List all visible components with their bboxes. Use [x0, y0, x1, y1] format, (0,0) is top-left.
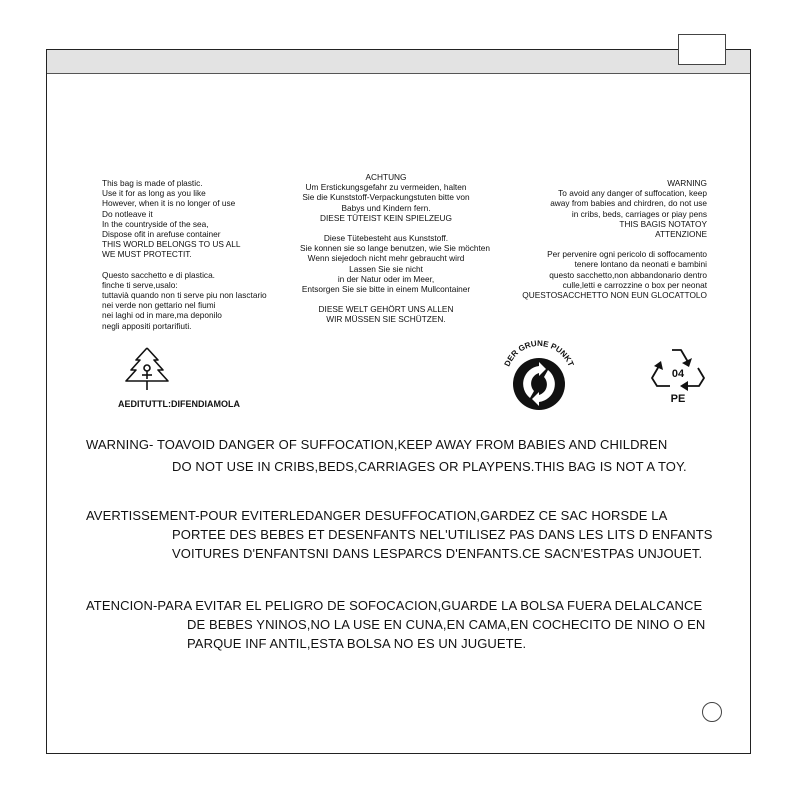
- left-block-line: In the countryside of the sea,: [102, 218, 209, 229]
- tree-person-icon: [122, 346, 172, 394]
- left-block-line: nei verde non gettario nel fiumi: [102, 300, 216, 311]
- recycle-code: 04: [671, 368, 685, 380]
- left-block-line: finche ti serve,usalo:: [102, 279, 178, 290]
- right-block-line: away from babies and chirdren, do not use: [550, 198, 707, 209]
- right-block-line: ATTENZIONE: [655, 229, 707, 240]
- middle-block-line: [300, 294, 472, 304]
- middle-block-line: Sie die Kunststoff-Verpackungstuten bitte von: [302, 192, 470, 203]
- right-block-line: QUESTOSACCHETTO NON EUN GLOCATTOLO: [522, 290, 707, 301]
- middle-block-line: DIESE WELT GEHÖRT UNS ALLEN: [318, 304, 454, 315]
- right-block-line: THIS BAGIS NOTATOY: [619, 218, 707, 229]
- middle-block-line: Babys und Kindern fern.: [341, 202, 431, 213]
- right-block-line: WARNING: [667, 178, 707, 188]
- warning-english-line-1: WARNING- TOAVOID DANGER OF SUFFOCATION,KEEP AWAY FROM BABIES AND CHILDREN: [86, 437, 668, 452]
- left-block-line: tuttavià quando non ti serve piu non lasctario: [102, 290, 267, 301]
- left-block-line: THIS WORLD BELONGS TO US ALL: [102, 239, 241, 250]
- tree-caption: AEDITUTTL:DIFENDIAMOLA: [118, 399, 240, 409]
- right-text-block: [520, 178, 707, 300]
- middle-block-line: Um Erstickungsgefahr zu vermeiden, halten: [305, 182, 467, 193]
- right-block-line: questo sacchetto,non abbandonario dentro: [549, 269, 707, 280]
- warning-french-line-3: VOITURES D'ENFANTSNI DANS LESPARCS D'ENFANTS.CE SACN'ESTPAS UNJOUET.: [172, 546, 703, 561]
- recycle-04-icon: [648, 344, 708, 406]
- right-block-line: culle,letti e carrozzine o box per neonat: [562, 279, 707, 290]
- left-block-line: WE MUST PROTECTIT.: [102, 249, 192, 260]
- middle-block-line: ACHTUNG: [365, 172, 407, 182]
- middle-block-line: in der Natur oder im Meer,: [337, 273, 435, 284]
- left-block-line: Use it for as long as you like: [102, 188, 206, 199]
- green-dot-icon: [494, 336, 584, 416]
- recycle-material: PE: [670, 393, 686, 405]
- left-text-block: [102, 178, 267, 331]
- middle-block-line: WIR MÜSSEN SIE SCHÜTZEN.: [326, 314, 446, 325]
- middle-block-line: Entsorgen Sie sie bitte in einem Mullcontainer: [301, 284, 471, 295]
- right-block-line: tenere lontano da neonati e bambini: [574, 259, 707, 270]
- left-block-line: nei laghi od in mare,ma deponilo: [102, 310, 222, 321]
- middle-block-line: [300, 223, 472, 233]
- left-block-line: Dispose ofit in arefuse container: [102, 229, 221, 240]
- right-block-line: To avoid any danger of suffocation, keep: [558, 188, 707, 199]
- zipper-strip: [47, 50, 750, 74]
- middle-block-line: Diese Tütebesteht aus Kunststoff.: [323, 233, 449, 244]
- middle-block-line: DIESE TÜTEIST KEIN SPIELZEUG: [319, 212, 453, 223]
- warning-english-line-2: DO NOT USE IN CRIBS,BEDS,CARRIAGES OR PLAYPENS.THIS BAG IS NOT A TOY.: [172, 459, 687, 474]
- warning-spanish-line-3: PARQUE INF ANTIL,ESTA BOLSA NO ES UN JUGUETE.: [187, 636, 527, 651]
- warning-french-line-1: AVERTISSEMENT-POUR EVITERLEDANGER DESUFFOCATION,GARDEZ CE SAC HORSDE LA: [86, 508, 668, 523]
- hang-hole: [702, 702, 722, 722]
- middle-text-block: [300, 172, 491, 325]
- right-block-line: Per pervenire ogni pericolo di soffocamento: [547, 249, 707, 260]
- warning-spanish-line-2: DE BEBES YNINOS,NO LA USE EN CUNA,EN CAMA,EN COCHECITO DE NINO O EN: [187, 617, 706, 632]
- left-block-line: negli appositi portarifiuti.: [102, 320, 192, 331]
- green-dot-label: DER GRUNE PUNKT: [502, 338, 576, 368]
- warning-spanish-line-1: ATENCION-PARA EVITAR EL PELIGRO DE SOFOCACION,GUARDE LA BOLSA FUERA DELALCANCE: [86, 598, 703, 613]
- middle-block-line: Wenn siejedoch nicht mehr gebraucht wird: [307, 253, 465, 264]
- left-block-line: Questo sacchetto e di plastica.: [102, 269, 215, 280]
- left-block-line: [102, 260, 267, 270]
- left-block-line: This bag is made of plastic.: [102, 178, 203, 188]
- slider-tab: [678, 34, 726, 65]
- left-block-line: Do notleave it: [102, 208, 153, 219]
- warning-french-line-2: PORTEE DES BEBES ET DESENFANTS NEL'UTILISEZ PAS DANS LES LITS D ENFANTS: [172, 527, 713, 542]
- middle-block-line: Lassen Sie sie nicht: [349, 263, 423, 274]
- middle-block-line: Sie konnen sie so lange benutzen, wie Sie möchten: [300, 243, 491, 254]
- right-block-line: in cribs, beds, carriages or piay pens: [571, 208, 707, 219]
- left-block-line: However, when it is no longer of use: [102, 198, 236, 209]
- right-block-line: [520, 239, 707, 249]
